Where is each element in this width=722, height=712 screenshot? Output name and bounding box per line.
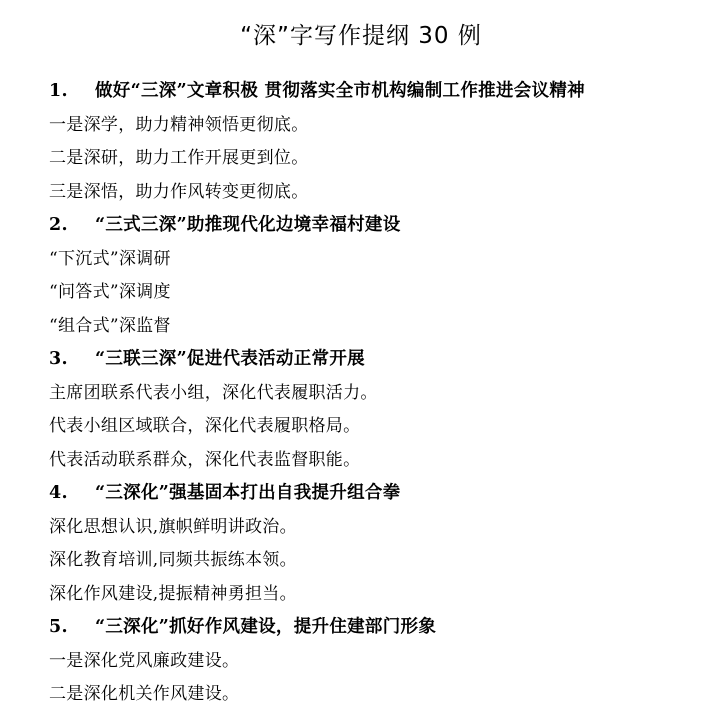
list-item: 一是深化党风廉政建设。 <box>49 650 240 671</box>
section-heading-text: “三式三深”助推现代化边境幸福村建设 <box>95 215 401 235</box>
section-heading <box>49 343 717 377</box>
section-heading <box>49 75 717 109</box>
list-item: 二是深化机关作风建设。 <box>49 684 240 704</box>
list-item: 一是深学，助力精神领悟更彻底。 <box>49 114 309 135</box>
list-item: 代表小组区域联合，深化代表履职格局。 <box>49 416 361 436</box>
section-heading-text: “三深化”强基固本打出自我提升组合拳 <box>95 483 401 503</box>
section-number: 3. <box>49 349 68 369</box>
section-heading <box>49 477 717 511</box>
section-number: 1. <box>49 81 68 101</box>
list-item: 三是深悟，助力作风转变更彻底。 <box>49 181 309 202</box>
list-item: “组合式”深监督 <box>49 315 171 336</box>
section-heading <box>49 611 717 645</box>
list-item: 深化教育培训,同频共振练本领。 <box>49 550 297 570</box>
list-item: 深化思想认识,旗帜鲜明讲政治。 <box>49 516 297 537</box>
list-item: 代表活动联系群众，深化代表监督职能。 <box>49 449 361 470</box>
list-item: “问答式”深调度 <box>49 282 171 302</box>
list-item: 深化作风建设,提振精神勇担当。 <box>49 583 297 604</box>
section-heading-text: “三联三深”促进代表活动正常开展 <box>95 349 365 369</box>
section-number: 4. <box>49 483 68 503</box>
list-item: 二是深研，助力工作开展更到位。 <box>49 148 309 168</box>
section-heading-text: 做好“三深”文章积极 贯彻落实全市机构编制工作推进会议精神 <box>95 81 585 101</box>
document-title: “深”字写作提纲 30 例 <box>240 23 482 49</box>
list-item: 主席团联系代表小组，深化代表履职活力。 <box>49 382 378 403</box>
section-number: 5. <box>49 617 68 637</box>
document-body <box>49 75 717 712</box>
list-item: “下沉式”深调研 <box>49 248 171 269</box>
section-heading-text: “三深化”抓好作风建设，提升住建部门形象 <box>95 617 437 637</box>
section-heading <box>49 209 717 243</box>
section-number: 2. <box>49 215 68 235</box>
